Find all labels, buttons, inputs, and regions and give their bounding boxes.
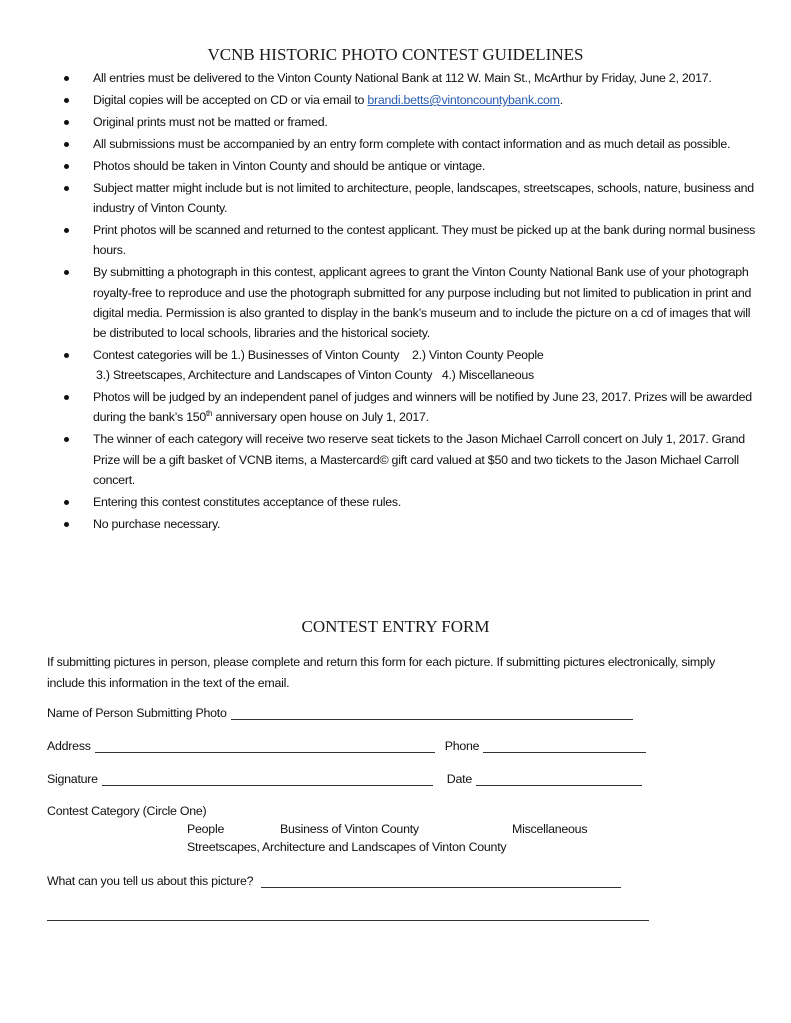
name-field-row xyxy=(47,706,633,720)
bullet-icon xyxy=(64,164,69,169)
rule-item: All submissions must be accompanied by an entry form complete with contact information and as much detail as possible. xyxy=(47,134,757,154)
address-label: Address xyxy=(47,739,91,753)
phone-label: Phone xyxy=(444,739,480,753)
category-option-people[interactable]: People xyxy=(187,822,225,836)
name-field[interactable] xyxy=(231,707,633,720)
about-row xyxy=(47,874,621,888)
date-label: Date xyxy=(446,772,472,786)
phone-field[interactable] xyxy=(483,740,646,753)
rule-item-categories: Contest categories will be 1.) Businesses of Vinton County 2.) Vinton County People 3.) Streetscapes, Architecture and Landscapes of Vinton County 4.) Miscellaneous xyxy=(47,345,757,385)
rule-item: The winner of each category will receive two reserve seat tickets to the Jason Michael Carroll concert on July 1, 2017. Grand Prize will be a gift basket of VCNB items, a Mastercard© gift card valued at $50 and two tickets to the Jason Michael Carroll concert. xyxy=(47,429,757,490)
guidelines-list xyxy=(47,68,757,536)
bullet-icon xyxy=(64,186,69,191)
email-link[interactable]: brandi.betts@vintoncountybank.com xyxy=(367,93,560,107)
rule-item: Photos will be judged by an independent panel of judges and winners will be notified by June 23, 2017. Prizes will be awarded during the bank’s 150th anniversary open house on July 1, 2017. xyxy=(47,387,757,427)
signature-date-row xyxy=(47,772,642,786)
about-label: What can you tell us about this picture? xyxy=(47,874,254,888)
about-field[interactable] xyxy=(261,875,621,888)
bullet-icon xyxy=(64,98,69,103)
rule-item: No purchase necessary. xyxy=(47,514,757,534)
entry-form-intro: If submitting pictures in person, please complete and return this form for each picture. If submitting pictures electronically, simply include this information in the text of the email. xyxy=(47,655,716,690)
bullet-icon xyxy=(64,437,69,442)
guidelines-title: VCNB HISTORIC PHOTO CONTEST GUIDELINES xyxy=(207,45,584,64)
rule-item: By submitting a photograph in this contest, applicant agrees to grant the Vinton County National Bank use of your photograph royalty-free to reproduce and use the photograph submitted for any purpose including but not limited to publication in print and digital media. Permission is also granted to display in the bank’s museum and to include the picture on a cd of images that will be distributed to local schools, libraries and the historical society. xyxy=(47,262,757,343)
signature-field[interactable] xyxy=(102,773,433,786)
address-field[interactable] xyxy=(95,740,435,753)
rule-item: Digital copies will be accepted on CD or via email to brandi.betts@vintoncountybank.com. xyxy=(47,90,757,110)
category-option-miscellaneous[interactable]: Miscellaneous xyxy=(512,822,588,836)
name-label: Name of Person Submitting Photo xyxy=(47,706,227,720)
rule-item: All entries must be delivered to the Vinton County National Bank at 112 W. Main St., McArthur by Friday, June 2, 2017. xyxy=(47,68,757,88)
about-field-continuation[interactable] xyxy=(47,920,649,921)
bullet-icon xyxy=(64,228,69,233)
bullet-icon xyxy=(64,76,69,81)
bullet-icon xyxy=(64,522,69,527)
rule-item: Original prints must not be matted or framed. xyxy=(47,112,757,132)
rule-item: Subject matter might include but is not limited to architecture, people, landscapes, streetscapes, schools, nature, business and industry of Vinton County. xyxy=(47,178,757,218)
date-field[interactable] xyxy=(476,773,642,786)
category-option-streetscapes[interactable]: Streetscapes, Architecture and Landscapes of Vinton County xyxy=(187,840,507,854)
entry-form-title: CONTEST ENTRY FORM xyxy=(301,617,490,636)
rule-item: Photos should be taken in Vinton County and should be antique or vintage. xyxy=(47,156,757,176)
bullet-icon xyxy=(64,500,69,505)
bullet-icon xyxy=(64,395,69,400)
bullet-icon xyxy=(64,270,69,275)
bullet-icon xyxy=(64,353,69,358)
bullet-icon xyxy=(64,120,69,125)
category-option-business[interactable]: Business of Vinton County xyxy=(280,822,419,836)
rule-item: Print photos will be scanned and returned to the contest applicant. They must be picked up at the bank during normal business hours. xyxy=(47,220,757,260)
rule-item: Entering this contest constitutes acceptance of these rules. xyxy=(47,492,757,512)
signature-label: Signature xyxy=(47,772,98,786)
address-phone-row xyxy=(47,739,646,753)
bullet-icon xyxy=(64,142,69,147)
category-label: Contest Category (Circle One) xyxy=(47,804,207,818)
